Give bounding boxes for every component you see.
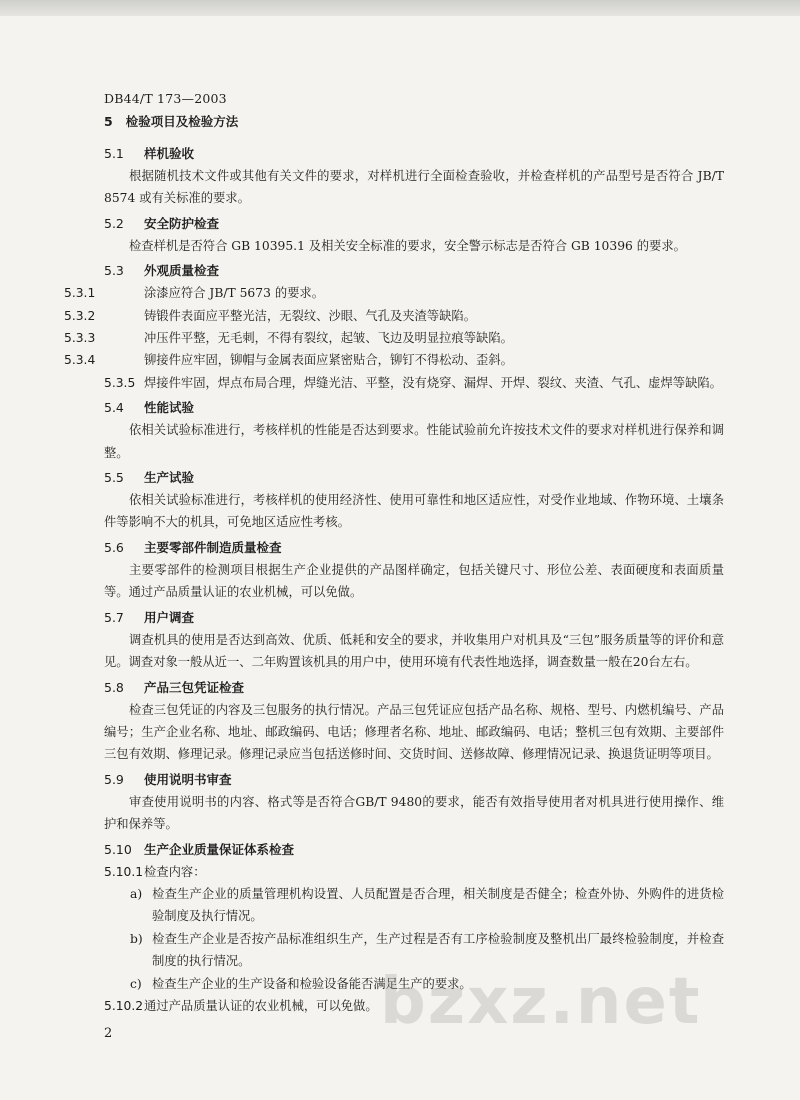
clause-number: 5.10 [104,841,132,857]
clause-number: 5.3 [104,263,124,279]
clause-title: 生产企业质量保证体系检查 [144,841,295,857]
clause-text: 冲压件平整，无毛刺，不得有裂纹，起皱、飞边及明显拉痕等缺陷。 [144,331,513,346]
clause-text: 检查三包凭证的内容及三包服务的执行情况。产品三包凭证应包括产品名称、规格、型号、内燃机编号、产品编号；生产企业名称、地址、邮政编码、电话；修理者名称、地址、邮政编码、电话；整机三包有效期、主要部件三包有效期、修理记录。修理记录应当包括送修时间、交货时间、送修故障、修理情况记录、换退货证明等项目。 [104,702,724,762]
clause-title: 外观质量检查 [144,263,220,279]
clause-5-10-1 [104,861,724,883]
clause-5-2 [104,213,724,257]
clause-5-3 [64,260,724,394]
section-number: 5 [104,114,113,129]
item-text: 检查生产企业是否按产品标准组织生产，生产过程是否有工序检验制度及整机出厂最终检验制度，并检查制度的执行情况。 [152,931,724,969]
clause-text: 检查样机是否符合 GB 10395.1 及相关安全标准的要求，安全警示标志是否符合 GB 10396 的要求。 [129,238,686,253]
clause-number: 5.8 [104,679,124,695]
clause-number: 5.10.2 [104,998,144,1013]
clause-number: 5.3.3 [64,331,96,346]
clause-text: 根据随机技术文件或其他有关文件的要求，对样机进行全面检查验收，并检查样机的产品型号是否符合 JB/T 8574 或有关标准的要求。 [104,169,724,206]
clause-title: 用户调查 [144,609,195,625]
page-number: 2 [104,1026,113,1041]
clause-title: 样机验收 [144,146,195,161]
clause-number: 5.5 [104,470,124,486]
clause-5-3-1 [64,282,724,304]
clause-title: 生产试验 [144,470,195,486]
clause-text: 审查使用说明书的内容、格式等是否符合GB/T 9480的要求，能否有效指导使用者对机具进行使用操作、维护和保养等。 [104,794,724,832]
clause-5-5 [104,467,724,534]
list-item [104,883,724,928]
clause-text: 涂漆应符合 JB/T 5673 的要求。 [144,286,325,301]
clause-text: 依相关试验标准进行，考核样机的性能是否达到要求。性能试验前允许按技术文件的要求对样机进行保养和调整。 [104,423,724,460]
clause-number: 5.1 [104,146,124,161]
clause-number: 5.2 [104,215,124,231]
watermark: bzxz.net [380,965,702,1039]
clause-number: 5.3.2 [64,308,96,323]
clause-text: 依相关试验标准进行，考核样机的使用经济性、使用可靠性和地区适应性，对受作业地域、作物环境、土壤条件等影响不大的机具，可免地区适应性考核。 [104,493,724,530]
clause-5-9 [104,769,724,836]
clause-title: 安全防护检查 [144,215,220,231]
clause-5-7 [104,607,724,674]
clause-title: 产品三包凭证检查 [144,679,245,695]
page-content [64,112,724,1020]
clause-5-3-3 [64,327,724,349]
item-text: 检查生产企业的质量管理机构设置、人员配置是否合理，相关制度是否健全；检查外协、外购件的进货检验制度及执行情况。 [152,886,724,924]
clause-number: 5.9 [104,771,124,787]
clause-number: 5.6 [104,539,124,555]
item-marker: b) [130,931,143,946]
section-title: 检验项目及检验方法 [125,114,239,129]
clause-5-3-5 [104,372,724,394]
clause-text: 焊接件牢固，焊点布局合理，焊缝光洁、平整，没有烧穿、漏焊、开焊、裂纹、夹渣、气孔、虚焊等缺陷。 [144,375,722,390]
clause-text: 铸锻件表面应平整光洁，无裂纹、沙眼、气孔及夹渣等缺陷。 [144,308,477,323]
clause-number: 5.3.5 [104,375,136,390]
clause-number: 5.3.4 [64,353,96,368]
clause-text: 检查内容： [144,864,206,879]
clause-number: 5.3.1 [64,286,96,301]
clause-5-8 [104,677,724,766]
clause-title: 主要零部件制造质量检查 [144,539,282,555]
standard-code: DB44/T 173—2003 [104,91,227,106]
clause-text: 主要零部件的检测项目根据生产企业提供的产品图样确定，包括关键尺寸、形位公差、表面硬度和表面质量等。通过产品质量认证的农业机械，可以免做。 [104,562,724,600]
clause-number: 5.10.1 [104,864,144,879]
clause-text: 通过产品质量认证的农业机械，可以免做。 [144,998,378,1013]
item-marker: a) [130,886,143,901]
clause-number: 5.4 [104,400,124,416]
clause-5-3-4 [64,349,724,371]
clause-number: 5.7 [104,609,124,625]
clause-5-1 [104,143,724,210]
clause-5-4 [104,397,724,464]
clause-title: 性能试验 [144,400,195,416]
clause-5-3-2 [64,305,724,327]
clause-5-6 [104,537,724,604]
item-marker: c) [130,976,142,991]
clause-title: 使用说明书审查 [144,771,232,787]
item-text: 检查生产企业的生产设备和检验设备能否满足生产的要求。 [152,976,472,991]
section-heading [104,112,724,130]
clause-text: 调查机具的使用是否达到高效、优质、低耗和安全的要求，并收集用户对机具及“三包”服务质量等的评价和意见。调查对象一般从近一、二年购置该机具的用户中，使用环境有代表性地选择，调查数量一般在20台左右。 [104,632,724,670]
clause-text: 铆接件应牢固，铆帽与金属表面应紧密贴合，铆钉不得松动、歪斜。 [144,353,513,368]
